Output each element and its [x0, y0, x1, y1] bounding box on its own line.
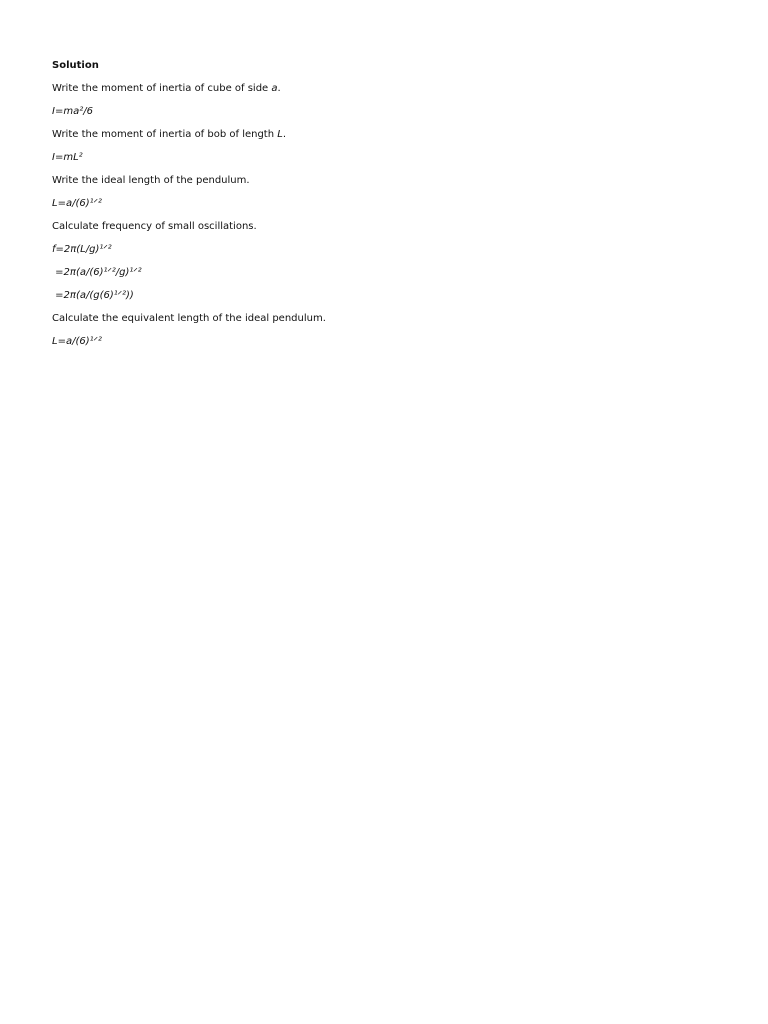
equation-frequency-2: =2π(a/(6)¹ᐟ²/g)¹ᐟ² — [52, 267, 142, 278]
period: . — [277, 83, 281, 94]
equation-frequency-1: f=2π(L/g)¹ᐟ² — [52, 244, 112, 255]
variable-l: L — [277, 129, 283, 140]
step-text-bob-inertia — [52, 128, 712, 142]
step-text-ideal-length: Write the ideal length of the pendulum. — [52, 175, 250, 186]
step-text-equivalent-length: Calculate the equivalent length of the ideal pendulum. — [52, 313, 326, 324]
solution-document — [52, 59, 712, 358]
equation-cube-inertia: I=ma²/6 — [52, 106, 93, 117]
period: . — [282, 129, 287, 140]
step-text-cube-inertia — [52, 82, 712, 96]
step-text: Write the moment of inertia of cube of side — [52, 83, 272, 94]
equation-frequency-3: =2π(a/(g(6)¹ᐟ²)) — [52, 290, 134, 301]
variable-a: a — [271, 83, 278, 94]
equation-equivalent-length: L=a/(6)¹ᐟ² — [52, 336, 102, 347]
step-text: Write the moment of inertia of bob of length — [52, 129, 278, 140]
equation-bob-inertia: I=mL² — [52, 152, 83, 163]
equation-ideal-length: L=a/(6)¹ᐟ² — [52, 198, 102, 209]
step-text-frequency: Calculate frequency of small oscillations. — [52, 221, 257, 232]
solution-heading: Solution — [52, 60, 99, 71]
